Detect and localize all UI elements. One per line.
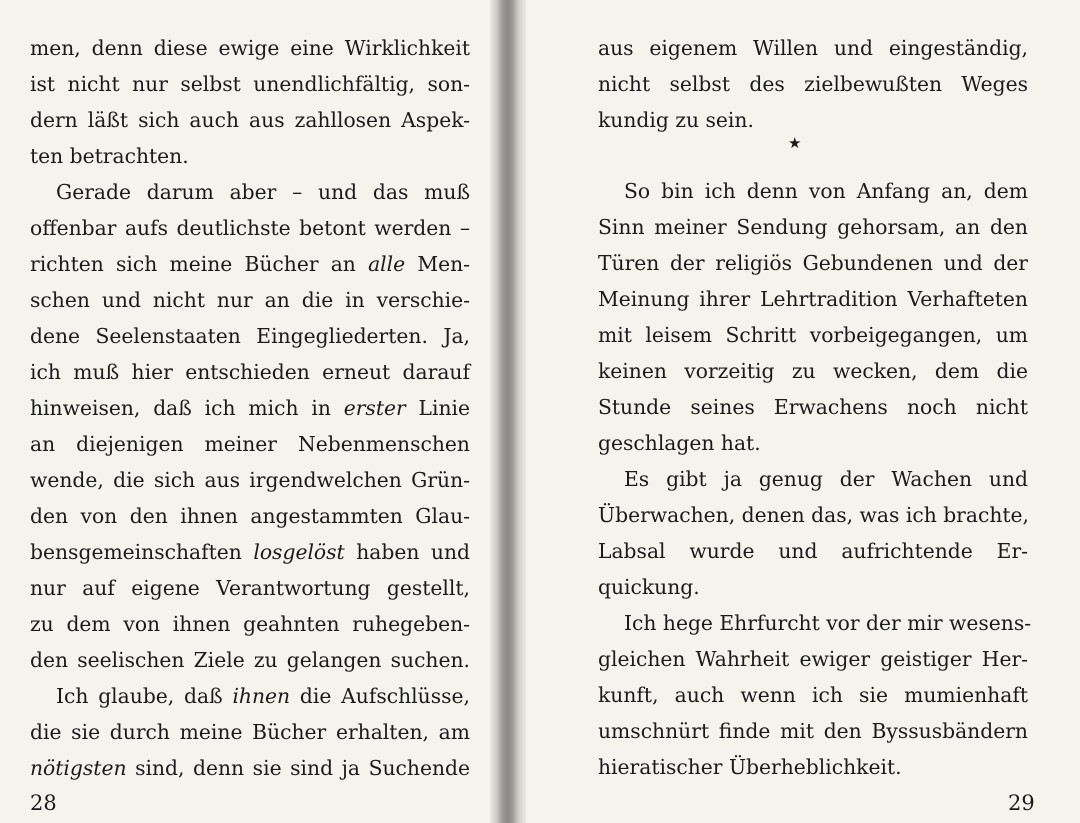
text-line: dene Seelenstaaten Eingegliederten. Ja, [30,324,470,348]
text-line: Labsal wurde und aufrichtende Er- [598,539,1028,563]
text-line: mit leisem Schritt vorbeigegangen, um [598,323,1028,347]
text-line: die sie durch meine Bücher erhalten, am [30,720,470,744]
book-gutter [490,0,526,823]
text-line: keinen vorzeitig zu wecken, dem die [598,359,1028,383]
text-fragment: die Aufschlüsse, [290,684,470,708]
text-line: wende, die sich aus irgendwelchen Grün- [30,468,470,492]
text-line: an diejenigen meiner Nebenmenschen [30,432,470,456]
emphasized-word: losgelöst [253,540,345,564]
text-line: nur auf eigene Verantwortung gestellt, [30,576,470,600]
text-fragment: sind, denn sie sind ja Suchende [126,756,470,780]
text-line [30,678,470,714]
text-fragment: Men- [405,252,471,276]
text-fragment: Linie [405,396,470,420]
text-line: gleichen Wahrheit ewiger geistiger Her- [598,647,1028,671]
text-line: Ich hege Ehrfurcht vor der mir wesens- [624,611,1032,635]
text-line: quickung. [598,575,700,599]
text-line: den von den ihnen angestammten Glau- [30,504,470,528]
text-line: Stunde seines Erwachens noch nicht [598,395,1028,419]
text-line: Überwachen, denen das, was ich brachte, [598,503,1029,527]
page-number-right: 29 [1008,791,1035,815]
text-line: ten betrachten. [30,144,189,168]
section-separator-star: ★ [788,134,802,152]
right-page [518,0,1080,823]
text-line: Gerade darum aber – und das muß [56,180,470,204]
emphasized-word: erster [343,396,406,420]
text-line: nicht selbst des zielbewußten Weges [598,72,1028,96]
page-number-left: 28 [30,791,57,815]
text-line [30,390,470,426]
text-line: ist nicht nur selbst unendlichfältig, son- [30,72,470,96]
text-line: ich muß hier entschieden erneut darauf [30,360,470,384]
text-line: So bin ich denn von Anfang an, dem [624,179,1028,203]
text-line: geschlagen hat. [598,431,761,455]
text-line: zu dem von ihnen geahnten ruhegeben- [30,612,470,636]
text-line: men, denn diese ewige eine Wirklichkeit [30,36,470,60]
text-fragment: Ich glaube, daß [56,684,233,708]
emphasized-word: ihnen [232,684,291,708]
text-fragment: richten sich meine Bücher an [30,252,369,276]
text-line: Sinn meiner Sendung gehorsam, an den [598,215,1028,239]
text-line [30,534,470,570]
text-line: hieratischer Überheblichkeit. [598,755,902,779]
text-line: den seelischen Ziele zu gelangen suchen. [30,648,470,672]
text-line: umschnürt finde mit den Byssusbändern [598,719,1028,743]
text-line: Es gibt ja genug der Wachen und [624,467,1028,491]
text-line: kundig zu sein. [598,108,754,132]
text-line: Meinung ihrer Lehrtradition Verhafteten [598,287,1028,311]
text-line: offenbar aufs deutlichste betont werden – [30,216,470,240]
text-line: aus eigenem Willen und eingeständig, [598,36,1028,60]
emphasized-word: alle [368,252,406,276]
emphasized-word: nötigsten [30,756,127,780]
text-line [30,750,470,786]
left-page [0,0,498,823]
text-fragment: hinweisen, daß ich mich in [30,396,344,420]
text-line: dern läßt sich auch aus zahllosen Aspek- [30,108,470,132]
text-fragment: bensgemeinschaften [30,540,254,564]
text-line [30,246,470,282]
text-line: kunft, auch wenn ich sie mumienhaft [598,683,1028,707]
text-fragment: haben und [344,540,471,564]
text-line: Türen der religiös Gebundenen und der [598,251,1028,275]
text-line: schen und nicht nur an die in verschie- [30,288,470,312]
